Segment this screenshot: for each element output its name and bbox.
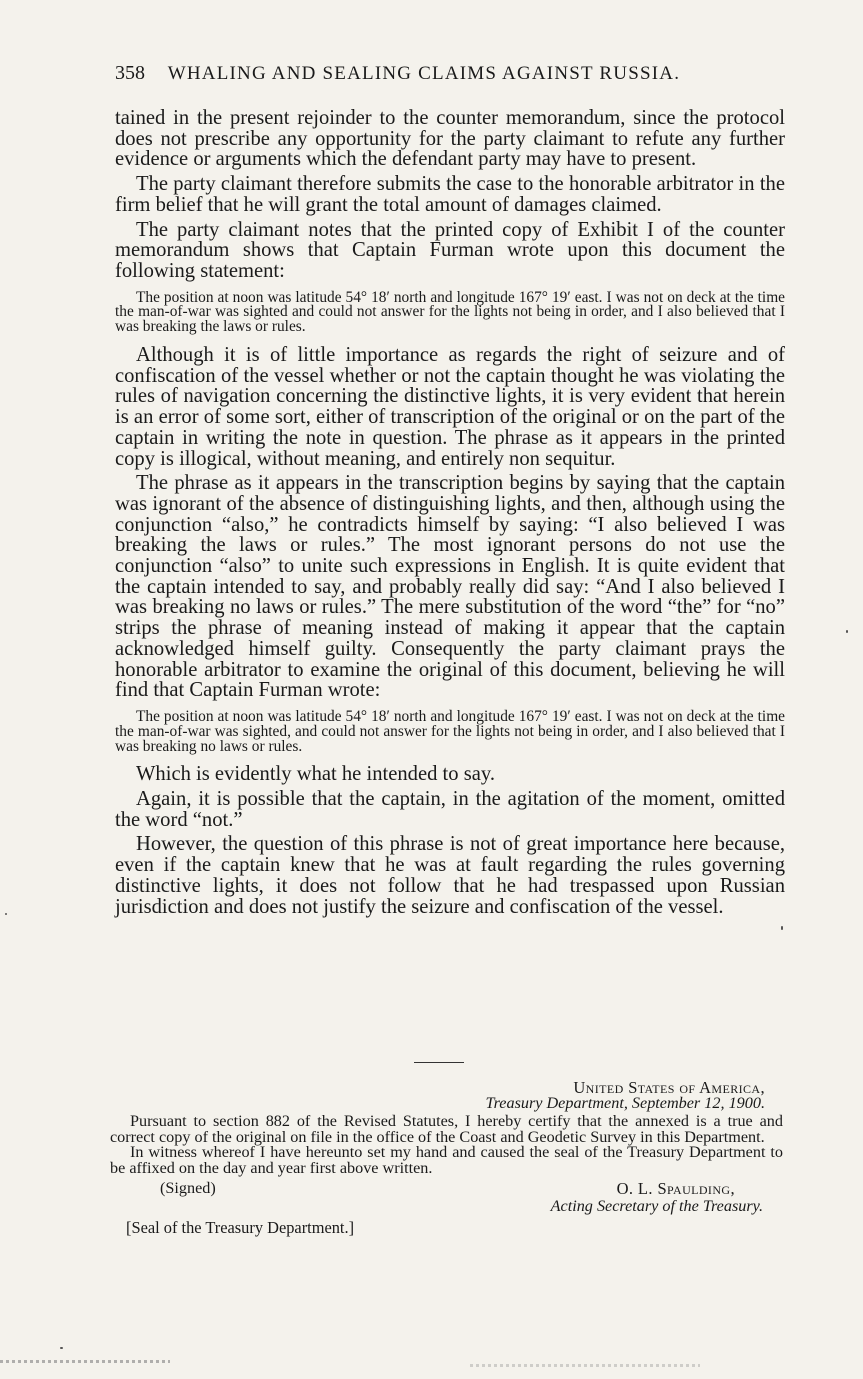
print-speck <box>846 630 848 633</box>
section-divider <box>414 1062 464 1063</box>
running-head <box>115 62 815 85</box>
cert-paragraph-witness: In witness whereof I have hereunto set my hand and caused the seal of the Treasury Department to be affixed on the day and year first above written. <box>110 1143 783 1177</box>
print-speck <box>781 926 783 930</box>
quoted-statement-corrected: The position at noon was latitude 54° 18′ north and longitude 167° 19′ east. I was not on deck at the time the man-of-war was sighted, and could not answer for the lights not being in order, and I also believed that I was breaking no laws or rules. <box>115 707 785 755</box>
print-speck <box>60 1347 63 1349</box>
quoted-statement-printed: The position at noon was latitude 54° 18′ north and longitude 167° 19′ east. I was not on deck at the time the man-of-war was sighted and could not answer for the lights not being in order, and I also believed that I was breaking the laws or rules. <box>115 288 785 336</box>
page-number: 358 <box>115 62 145 84</box>
seal-note: [Seal of the Treasury Department.] <box>126 1217 355 1237</box>
paragraph-importance: Although it is of little importance as regards the right of seizure and of confiscation of the vessel whether or not the captain thought he was violating the rules of navigation concerning the distinctive lights, it is very evident that herein is an error of some sort, either of transcription of the original or on the part of the captain in writing the note in question. The phrase as it appears in the printed copy is illogical, without meaning, and entirely non sequitur. <box>115 344 785 470</box>
edge-smudge <box>470 1364 700 1367</box>
cert-country: United States of America, <box>573 1078 765 1097</box>
cert-paragraph-pursuant: Pursuant to section 882 of the Revised Statutes, I hereby certify that the annexed is a true and correct copy of the original on file in the office of the Coast and Geodetic Survey in this Department. <box>110 1112 783 1146</box>
paragraph-continuation: tained in the present rejoinder to the counter memorandum, since the protocol does not prescribe any opportunity for the party claimant to refute any further evidence or arguments which the defendant party may have to present. <box>115 107 785 171</box>
paragraph-intended: Which is evidently what he intended to say. <box>136 763 495 786</box>
paragraph-submission: The party claimant therefore submits the case to the honorable arbitrator in the firm belief that he will grant the total amount of damages claimed. <box>115 173 785 216</box>
signer-title: Acting Secretary of the Treasury. <box>550 1197 763 1216</box>
paragraph-transcription: The phrase as it appears in the transcription begins by saying that the captain was ignorant of the absence of distinguishing lights, and then, although using the conjunction “also,” he contradicts himself by saying: “I also believed I was breaking the laws or rules.” The most ignorant persons do not use the conjunction “also” to unite such expressions in English. It is quite evident that the captain intended to say, and probably really did say: “And I also believed I was breaking no laws or rules.” The mere substitution of the word “the” for “no” strips the phrase of meaning instead of making it appear that the captain acknowledged himself guilty. Consequently the party claimant prays the honorable arbitrator to examine the original of this document, believing he will find that Captain Furman wrote: <box>115 472 785 702</box>
certification-block <box>110 1080 783 1235</box>
signed-label: (Signed) <box>160 1178 216 1197</box>
running-head-title: WHALING AND SEALING CLAIMS AGAINST RUSSIA. <box>167 63 681 84</box>
paragraph-omitted-word: Again, it is possible that the captain, in the agitation of the moment, omitted the word “not.” <box>115 788 785 831</box>
signer-name: O. L. Spaulding, <box>616 1178 735 1198</box>
signature-row <box>110 1178 783 1198</box>
cert-department-date: Treasury Department, September 12, 1900. <box>485 1093 765 1112</box>
paragraph-conclusion: However, the question of this phrase is not of great importance here because, even if the captain knew that he was at fault regarding the rules governing distinctive lights, it does not follow that he had trespassed upon Russian jurisdiction and does not justify the seizure and confiscation of the vessel. <box>115 833 785 918</box>
print-speck <box>5 913 7 915</box>
paragraph-exhibit-note: The party claimant notes that the printed copy of Exhibit I of the counter memorandum shows that Captain Furman wrote upon this document the following statement: <box>115 218 785 282</box>
body-text <box>115 108 785 917</box>
edge-smudge <box>0 1360 170 1363</box>
